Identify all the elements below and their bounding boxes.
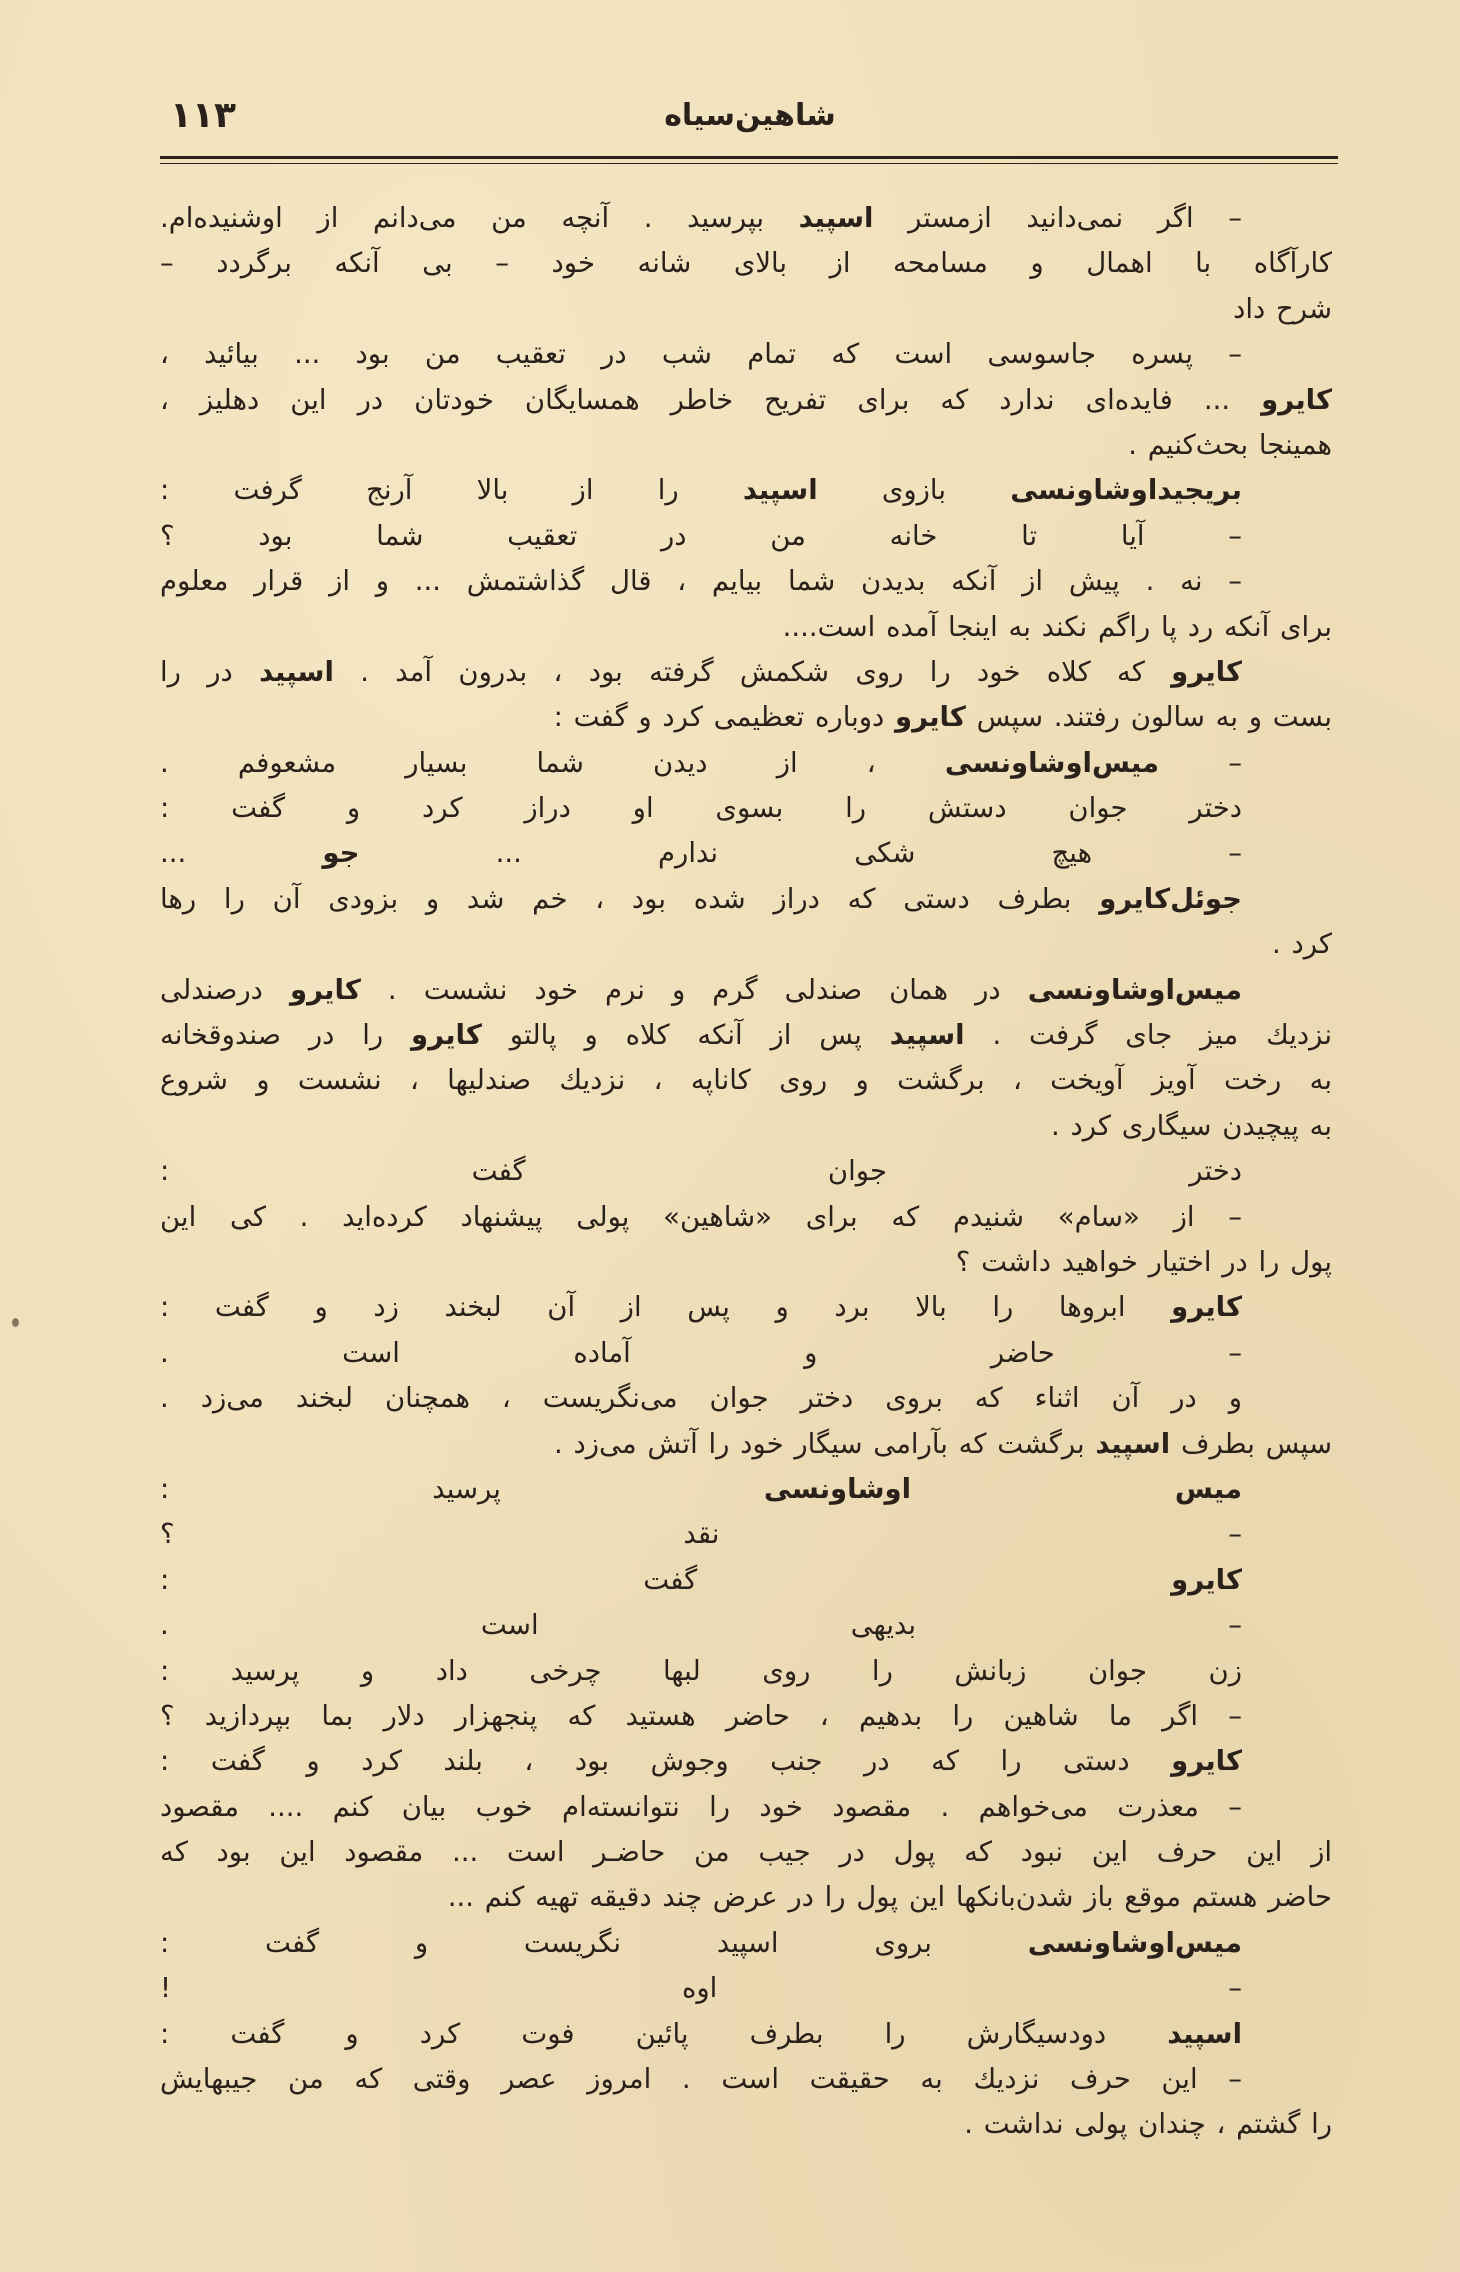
header-rule-thick (160, 156, 1338, 159)
text-line: کایرو دستی را که در جنب وجوش بود ، بلند کرد و گفت : (160, 1745, 1242, 1778)
running-title: شاهین‌سیاه (664, 98, 836, 133)
text-line: حاضر هستم موقع باز شدن‌بانکها این پول را در عرض چند دقیقه تهیه کنم ... (447, 1881, 1332, 1914)
page-number: ۱۱۳ (170, 95, 236, 136)
text-line: – آیا تا خانه من در تعقیب شما بود ؟ (160, 519, 1242, 552)
text-line: کایرو که کلاه خود را روی شکمش گرفته بود ، بدرون آمد . اسپید در را (160, 655, 1242, 688)
text-line: بست و به سالون رفتند. سپس کایرو دوباره تعظیمی کرد و گفت : (553, 701, 1332, 734)
text-line: – این حرف نزدیك به حقیقت است . امروز عصر وقتی که من جیبهایش (160, 2063, 1242, 2096)
text-line: کارآگاه با اهمال و مسامحه از بالای شانه خود – بی آنکه برگردد – (160, 247, 1332, 280)
text-line: – حاضر و آماده است . (160, 1336, 1242, 1369)
text-line: – معذرت می‌خواهم . مقصود خود را نتوانسته‌ام خوب بیان کنم .... مقصود (160, 1790, 1242, 1823)
text-line: سپس بطرف اسپید برگشت که بآرامی سیگار خود را آتش می‌زد . (554, 1427, 1332, 1460)
header-rule-thin (160, 163, 1338, 164)
text-line: از این حرف این نبود که پول در جیب من حاضـر است ... مقصود این بود که (160, 1836, 1332, 1869)
text-line: – بدیهی است . (160, 1609, 1242, 1642)
text-line: دختر جوان دستش را بسوی او دراز کرد و گفت : (160, 792, 1242, 825)
body-text (160, 196, 1332, 2148)
text-line: شرح داد (1233, 292, 1332, 325)
text-line: پول را در اختیار خواهید داشت ؟ (955, 1245, 1332, 1278)
text-line: میس اوشاونسی پرسید : (160, 1472, 1242, 1505)
text-line: کرد . (1272, 928, 1332, 961)
text-line: میس‌اوشاونسی در همان صندلی گرم و نرم خود نشست . کایرو درصندلی (160, 973, 1243, 1006)
text-line: و در آن اثناء که بروی دختر جوان می‌نگریست ، همچنان لبخند می‌زد . (160, 1382, 1242, 1415)
text-line: – از «سام» شنیدم که برای «شاهین» پولی پیشنهاد کرده‌اید . کی این (160, 1200, 1242, 1233)
text-line: – نه . پیش از آنکه بدیدن شما بیایم ، قال گذاشتمش ... و از قرار معلوم (160, 565, 1242, 598)
text-line: کایرو ... فایده‌ای ندارد که برای تفریح خاطر همسایگان خودتان در این دهلیز ، (160, 383, 1332, 416)
text-line: دختر جوان گفت : (160, 1155, 1242, 1188)
text-line: میس‌اوشاونسی بروی اسپید نگریست و گفت : (160, 1926, 1242, 1959)
text-line: جوئل‌کایرو بطرف دستی که دراز شده بود ، خم شد و بزودی آن را رها (160, 882, 1242, 915)
text-line: برای آنکه رد پا راگم نکند به اینجا آمده است.... (782, 610, 1332, 643)
text-line: – اوه ! (160, 1972, 1242, 2005)
text-line: – اگر ما شاهین را بدهیم ، حاضر هستید که پنجهزار دلار بما بپردازید ؟ (160, 1699, 1242, 1732)
text-line: همینجا بحث‌کنیم . (1128, 428, 1332, 461)
text-line: را گشتم ، چندان پولی نداشت . (964, 2108, 1332, 2141)
text-line: نزدیك میز جای گرفت . اسپید پس از آنکه کلاه و پالتو کایرو را در صندوقخانه (160, 1019, 1332, 1052)
text-line: – میس‌اوشاونسی ، از دیدن شما بسیار مشعوفم . (160, 746, 1243, 779)
text-line: – اگر نمی‌دانید ازمستر اسپید بپرسید . آنچه من می‌دانم از اوشنیده‌ام. (160, 202, 1242, 234)
text-line: کایرو گفت : (160, 1563, 1242, 1596)
text-line: به پیچیدن سیگاری کرد . (1051, 1109, 1332, 1142)
text-line: اسپید دودسیگارش را بطرف پائین فوت کرد و گفت : (160, 2017, 1242, 2050)
text-line: به رخت آویز آویخت ، برگشت و روی کاناپه ، نزدیك صندلیها ، نشست و شروع (160, 1064, 1332, 1097)
page-header (160, 92, 1340, 152)
paper-speck (12, 1318, 19, 1327)
text-line: بریجیداوشاونسی بازوی اسپید را از بالا آرنج گرفت : (160, 474, 1242, 507)
text-line: – هیچ شکی ندارم ... جو ... (160, 837, 1242, 870)
text-line: – پسره جاسوسی است که تمام شب در تعقیب من بود ... بیائید ، (160, 338, 1242, 371)
text-line: – نقد ؟ (160, 1518, 1242, 1551)
text-line: زن جوان زبانش را روی لبها چرخی داد و پرسید : (160, 1654, 1242, 1687)
text-line: کایرو ابروها را بالا برد و پس از آن لبخند زد و گفت : (160, 1291, 1242, 1324)
